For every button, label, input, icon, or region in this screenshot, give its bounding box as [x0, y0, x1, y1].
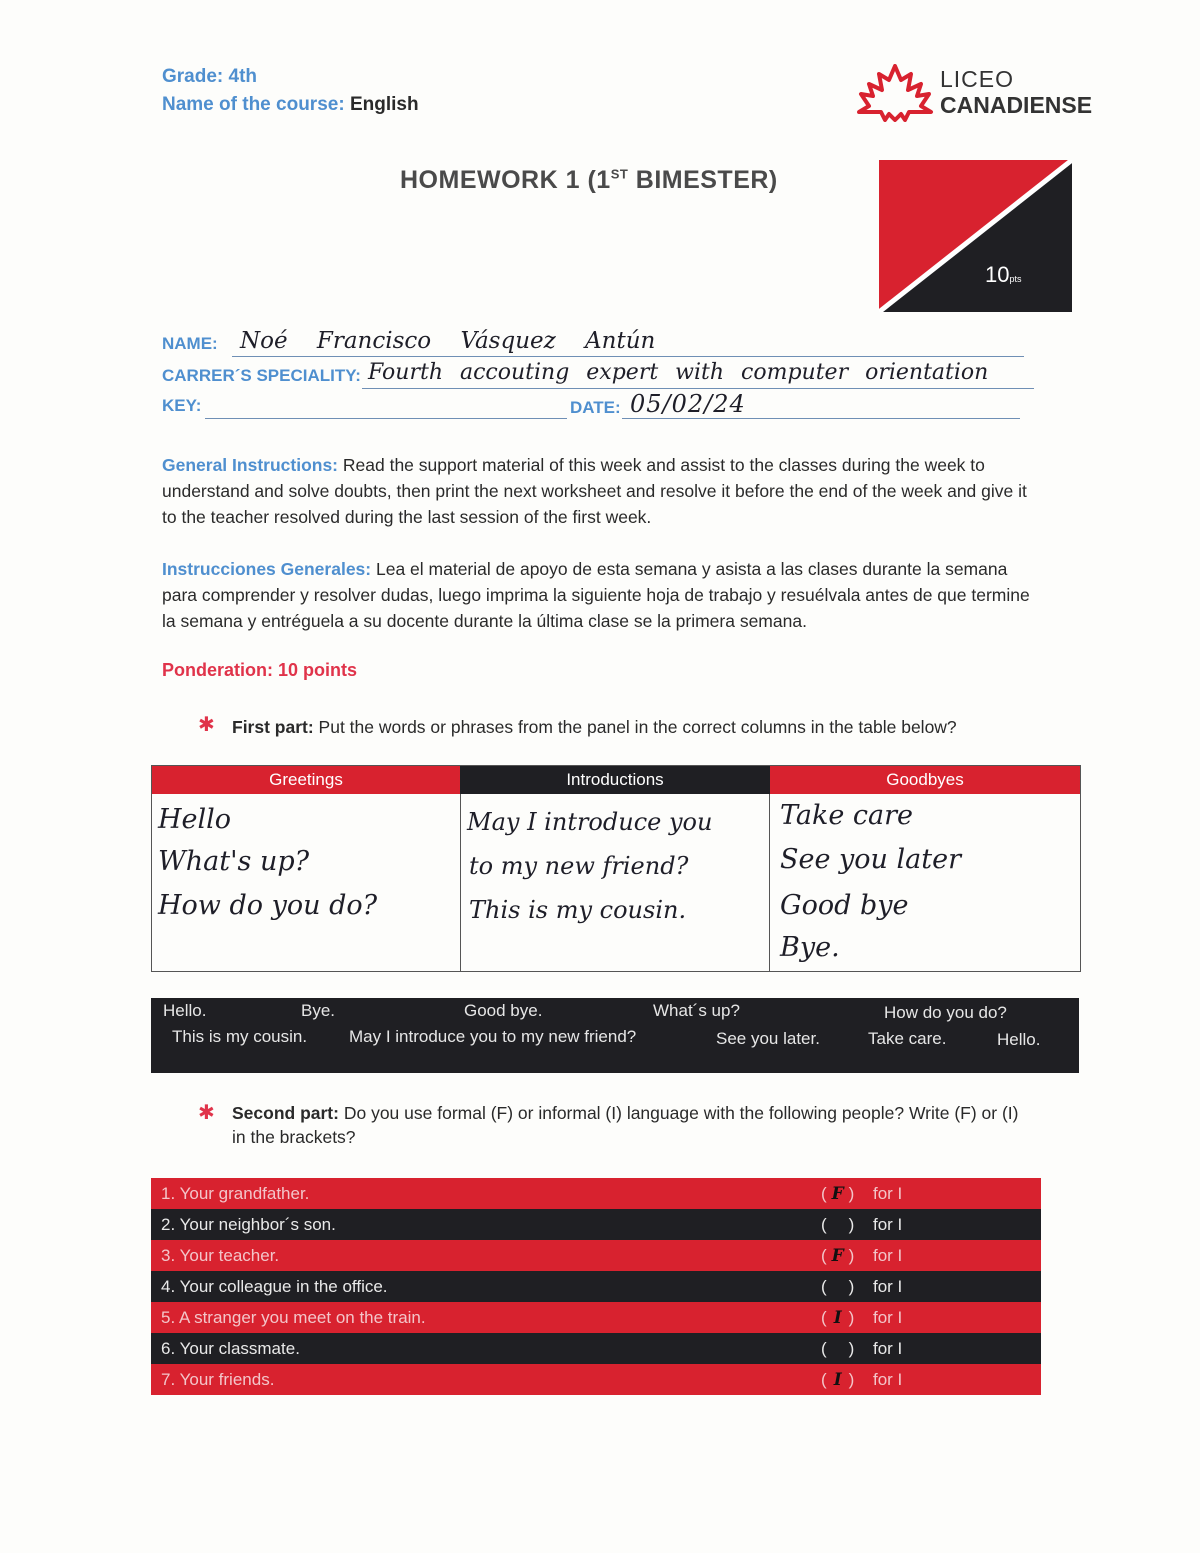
score-number: 10 — [985, 262, 1010, 287]
name-field[interactable] — [232, 356, 1024, 357]
word-panel — [151, 998, 1079, 1073]
part2-instructions — [232, 1101, 1022, 1149]
logo-line2: CANADIENSE — [940, 92, 1093, 118]
row-label: 1. Your grandfather. — [161, 1184, 310, 1203]
specialty-value: Fourth accouting expert with computer orientation — [368, 360, 989, 385]
part2-text: Do you use formal (F) or informal (I) language with the following people? Write (F) or (I) in the brackets? — [232, 1103, 1019, 1147]
table-row — [151, 1178, 1041, 1209]
panel-word: May I introduce you to my new friend? — [349, 1027, 637, 1046]
title-end: BIMESTER) — [628, 166, 778, 194]
row-answer: I — [833, 1370, 842, 1390]
row-suffix: for I — [873, 1308, 903, 1327]
panel-word: Bye. — [301, 1001, 336, 1020]
greeting-answer: Hello — [158, 804, 232, 835]
column-header-greetings: Greetings — [152, 766, 460, 794]
row-label: 2. Your neighbor´s son. — [161, 1215, 336, 1234]
row-answer: F — [831, 1184, 844, 1204]
answer-bracket[interactable]: ( I ) — [821, 1302, 854, 1334]
logo-line1: LICEO — [940, 66, 1015, 92]
panel-word: Good bye. — [464, 1001, 543, 1020]
row-label: 4. Your colleague in the office. — [161, 1277, 388, 1296]
table-row — [151, 1240, 1041, 1271]
answer-bracket[interactable]: ( F ) — [821, 1178, 854, 1210]
asterisk-icon: ✱ — [198, 714, 215, 736]
introduction-answer: This is my cousin. — [469, 896, 687, 924]
panel-word: How do you do? — [884, 1003, 1007, 1022]
name-label: NAME: — [162, 334, 218, 353]
answer-bracket[interactable]: ( ) — [821, 1277, 855, 1296]
general-instructions — [162, 452, 1042, 530]
key-field[interactable] — [205, 418, 567, 419]
date-field[interactable] — [622, 418, 1020, 419]
asterisk-icon: ✱ — [198, 1102, 215, 1124]
specialty-field[interactable] — [362, 388, 1034, 389]
page-title — [400, 166, 778, 195]
row-suffix: for I — [873, 1277, 903, 1296]
key-label: KEY: — [162, 396, 202, 415]
spanish-label: Instrucciones Generales: — [162, 559, 372, 579]
goodbye-answer: See you later — [780, 844, 961, 875]
answer-bracket[interactable]: ( F ) — [821, 1240, 854, 1272]
part1-label: First part: — [232, 717, 314, 737]
row-suffix: for I — [873, 1215, 903, 1234]
panel-word: See you later. — [716, 1029, 820, 1048]
table-row — [151, 1302, 1041, 1333]
title-main: HOMEWORK 1 (1 — [400, 166, 611, 194]
date-label: DATE: — [570, 398, 621, 417]
ponderation: Ponderation: 10 points — [162, 660, 358, 680]
answer-bracket[interactable]: ( ) — [821, 1215, 855, 1234]
table-row — [151, 1271, 1041, 1302]
column-header-goodbyes: Goodbyes — [770, 766, 1080, 794]
answer-bracket[interactable]: ( I ) — [821, 1364, 854, 1396]
grade-label: Grade: — [162, 66, 224, 87]
table-row — [151, 1209, 1041, 1240]
row-suffix: for I — [873, 1339, 903, 1358]
goodbye-answer: Good bye — [780, 890, 909, 921]
row-label: 5. A stranger you meet on the train. — [161, 1308, 426, 1327]
row-label: 3. Your teacher. — [161, 1246, 280, 1265]
goodbyes-cell[interactable] — [770, 794, 1080, 971]
row-answer: F — [831, 1246, 844, 1266]
goodbye-answer: Take care — [780, 800, 914, 831]
general-text: Read the support material of this week and assist to the classes during the week to understand and solve doubts, then print the next worksheet and resolve it before the end of the week and give it to the teacher resolved during the last session of the first week. — [162, 455, 1027, 527]
part1-text: Put the words or phrases from the panel in the correct columns in the table below? — [313, 717, 957, 737]
general-label: General Instructions: — [162, 455, 339, 475]
classification-table — [151, 765, 1081, 972]
part2-label: Second part: — [232, 1103, 339, 1123]
panel-word: What´s up? — [653, 1001, 740, 1020]
greeting-answer: What's up? — [158, 846, 310, 877]
introduction-answer: to my new friend? — [469, 852, 689, 880]
answer-bracket[interactable]: ( ) — [821, 1339, 855, 1358]
school-logo — [855, 62, 1095, 122]
date-value: 05/02/24 — [630, 390, 746, 418]
grade-line — [162, 66, 257, 88]
row-suffix: for I — [873, 1184, 903, 1203]
specialty-label: CARRER´S SPECIALITY: — [162, 366, 361, 385]
maple-leaf-icon — [855, 64, 935, 122]
table-row — [151, 1333, 1041, 1364]
greetings-cell[interactable] — [152, 794, 461, 971]
row-answer: I — [833, 1308, 842, 1328]
score-box — [879, 160, 1072, 312]
row-label: 7. Your friends. — [161, 1370, 275, 1389]
score-unit: pts — [1009, 274, 1022, 284]
row-label: 6. Your classmate. — [161, 1339, 300, 1358]
name-value: Noé Francisco Vásquez Antún — [240, 328, 656, 354]
title-sup: ST — [610, 166, 629, 182]
score-value — [985, 262, 1022, 288]
introduction-answer: May I introduce you — [467, 808, 713, 836]
course-value: English — [349, 94, 419, 115]
introductions-cell[interactable] — [461, 794, 770, 971]
panel-word: Take care. — [868, 1029, 947, 1048]
grade-value: 4th — [228, 66, 258, 87]
greeting-answer: How do you do? — [158, 890, 378, 921]
column-header-introductions: Introductions — [460, 766, 770, 794]
row-suffix: for I — [873, 1246, 903, 1265]
panel-word: Hello. — [163, 1001, 207, 1020]
panel-word: This is my cousin. — [172, 1027, 308, 1046]
part1-instructions — [232, 715, 1022, 739]
goodbye-answer: Bye. — [780, 932, 840, 963]
spanish-instructions — [162, 556, 1042, 634]
panel-word: Hello. — [997, 1030, 1041, 1049]
course-label: Name of the course: — [162, 94, 345, 115]
spanish-text: Lea el material de apoyo de esta semana y asista a las clases durante la semana para comprender y resolver dudas, luego imprima la siguiente hoja de trabajo y resuélvala antes de que termine la semana y entréguela a su docente durante la última clase se la primera semana. — [162, 559, 1030, 631]
course-line — [162, 94, 419, 116]
table-row — [151, 1364, 1041, 1395]
row-suffix: for I — [873, 1370, 903, 1389]
